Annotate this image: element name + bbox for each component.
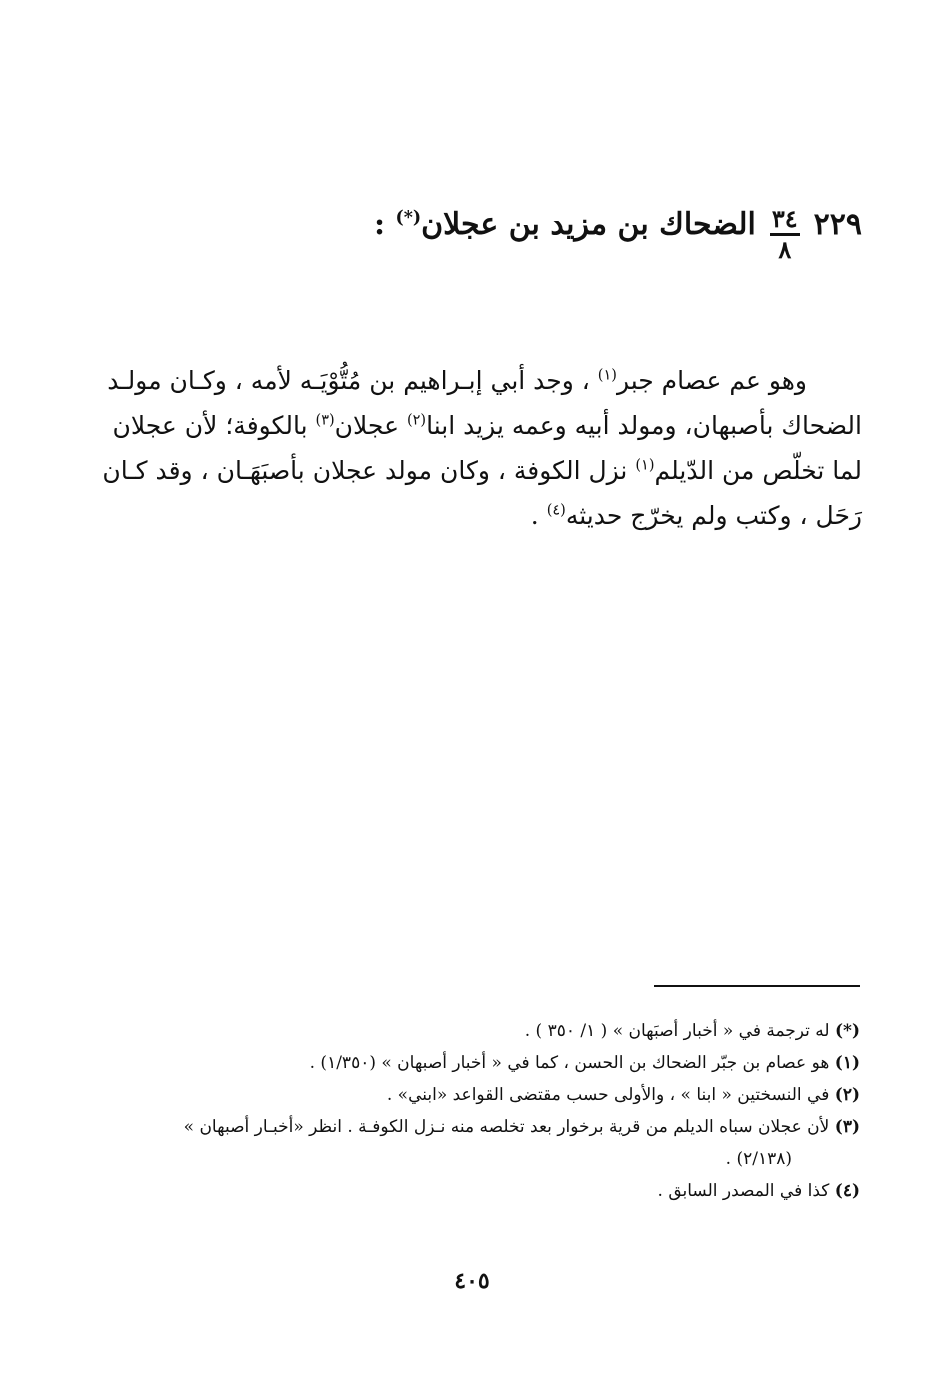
entry-title — [374, 205, 756, 245]
fraction-numerator: ٣٤ — [770, 207, 800, 236]
body-line-text: ، وجد أبي إبـراهيم بن مُتُّوْيَـه لأمه ، وكـان مولـد — [107, 366, 598, 395]
page-number: ٤٠٥ — [454, 1268, 490, 1294]
footnote-marker: (٢) — [834, 1085, 860, 1105]
body-line — [107, 358, 862, 403]
footnote-marker: (٣) — [834, 1117, 860, 1137]
footnote-text: لأن عجلان سباه الديلم من قرية برخوار بعد تخلصه منه نـزل الكوفـة . انظر «أخبـار أصبهان » — [183, 1117, 835, 1137]
footnote-text: كذا في المصدر السابق . — [657, 1181, 835, 1201]
footnote-text: (٢/١٣٨) . — [725, 1149, 792, 1169]
footnote-text: هو عصام بن جبّر الضحاك بن الحسن ، كما في « أخبار أصبهان » (١/٣٥٠) . — [309, 1053, 835, 1073]
footnotes — [140, 1015, 860, 1207]
footnote-ref: (١) — [597, 367, 617, 384]
body-line-text: بالكوفة؛ لأن عجلان — [112, 411, 316, 440]
body-line-text: رَحَل ، وكتب ولم يخرّج حديثه — [565, 501, 862, 530]
body-line-text: وهو عم عصام جبر — [616, 366, 807, 395]
entry-title-text: الضحاك بن مزيد بن عجلان — [421, 207, 756, 242]
body-line — [102, 448, 862, 493]
body-line — [112, 403, 862, 448]
footnote-ref: (١) — [635, 457, 655, 474]
entry-body — [102, 358, 862, 538]
footnote — [140, 1111, 860, 1143]
footnote-ref: (٤) — [546, 502, 566, 519]
body-line-text: الضحاك بأصبهان، ومولد أبيه وعمه يزيد ابنا — [426, 411, 862, 440]
footnote-marker: (٤) — [834, 1181, 860, 1201]
footnote — [140, 1175, 860, 1207]
fraction-denominator: ٨ — [778, 235, 792, 264]
footnote-text: له ترجمة في « أخبار أصبَهان » ( ١/ ٣٥٠ ) . — [524, 1021, 836, 1041]
footnote-ref: (٢) — [406, 412, 427, 429]
footnote-separator — [654, 985, 860, 987]
footnote-marker: (*) — [835, 1021, 860, 1041]
entry-heading — [162, 205, 862, 262]
body-line-text: نزل الكوفة ، وكان مولد عجلان بأصبَهَـان ، وقد كـان — [102, 456, 636, 485]
footnote-continuation — [140, 1143, 860, 1175]
footnote-ref: (٣) — [315, 412, 335, 429]
body-line-text: لما تخلّص من الدّيلم — [654, 456, 862, 485]
volume-page-fraction — [770, 204, 800, 264]
entry-number: ٢٢٩ — [813, 207, 862, 242]
body-line — [152, 493, 862, 538]
footnote — [140, 1047, 860, 1079]
body-line-text: . — [530, 501, 547, 530]
entry-title-suffix: : — [373, 207, 396, 242]
footnote — [140, 1015, 860, 1047]
footnote-text: في النسختين « ابنا » ، والأولى حسب مقتضى القواعد «ابني» . — [386, 1085, 835, 1105]
body-line-text: عجلان — [334, 411, 407, 440]
footnote — [140, 1079, 860, 1111]
footnote-marker: (١) — [834, 1053, 860, 1073]
title-footnote-ref: (*) — [395, 208, 422, 228]
